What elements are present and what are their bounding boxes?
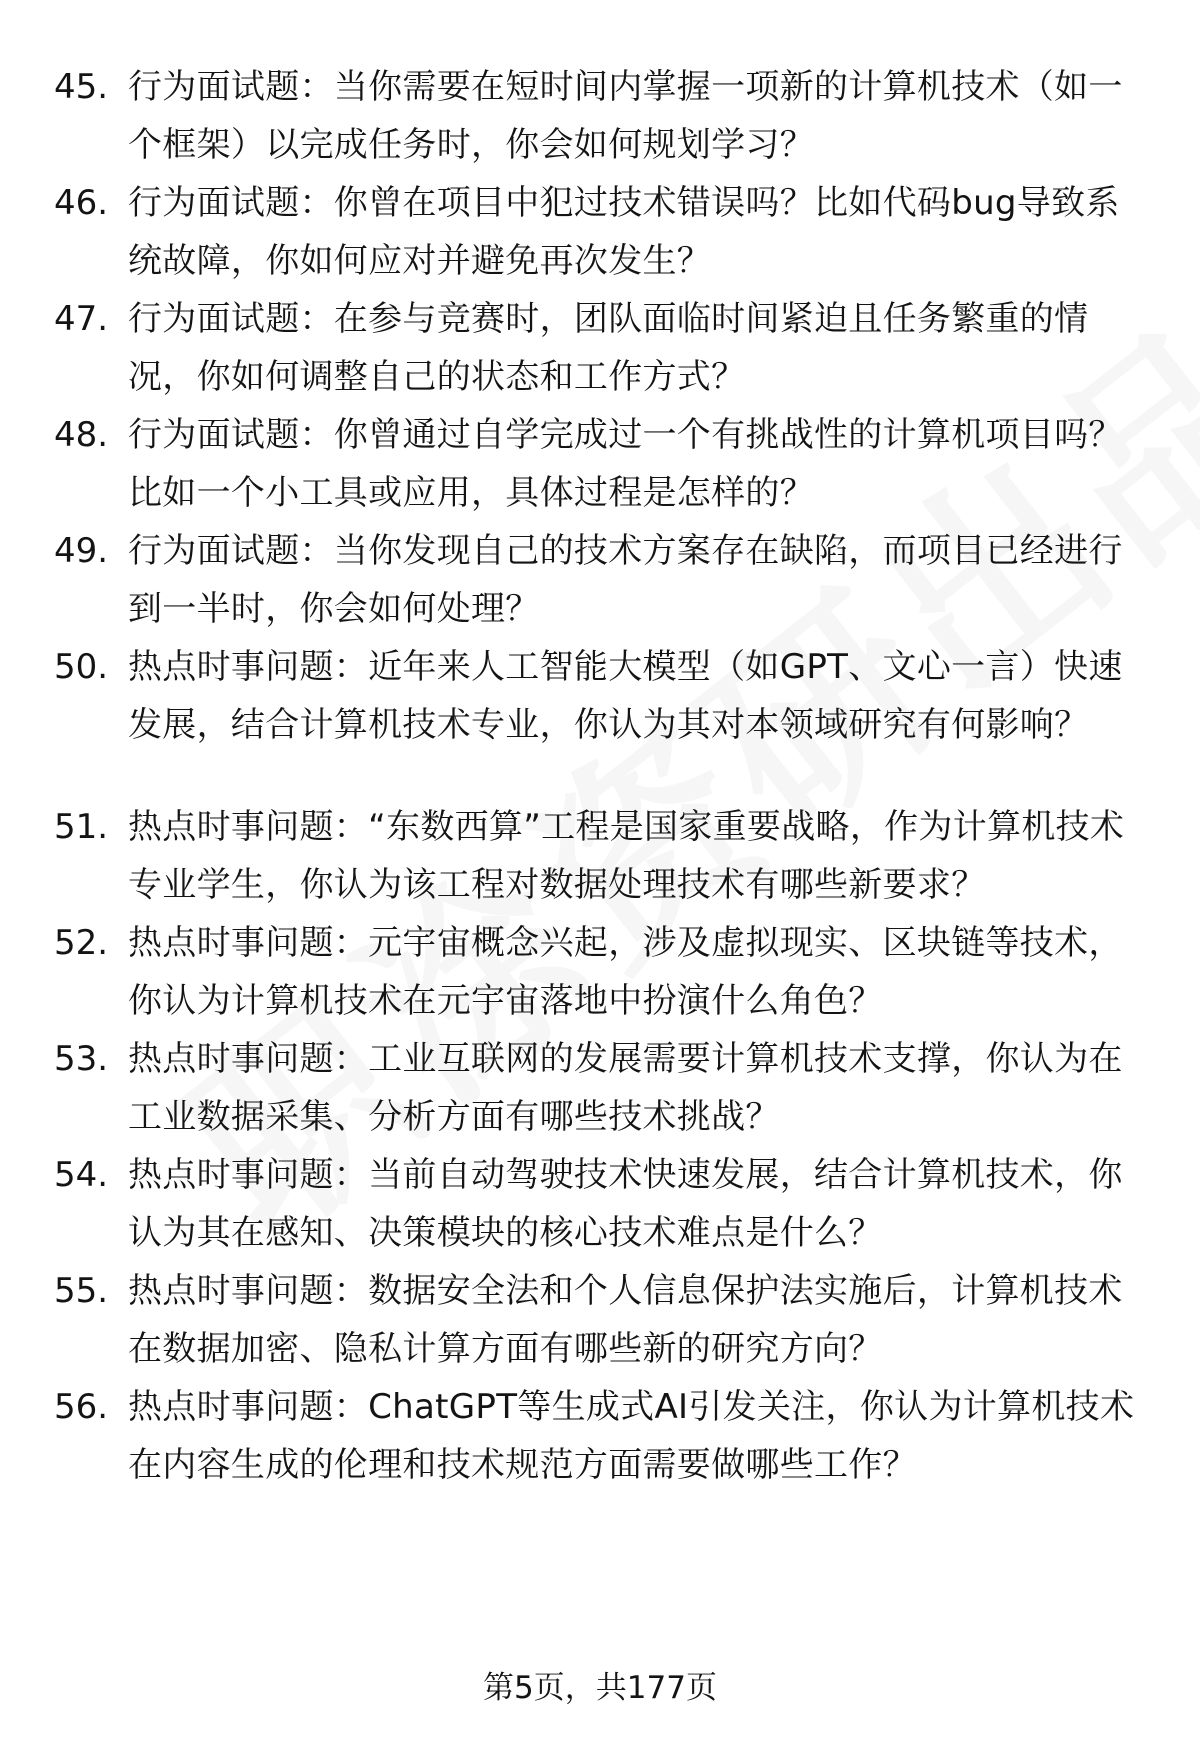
question-number: 51. — [54, 807, 109, 847]
question-text: 热点时事问题：近年来人工智能大模型（如GPT、文心一言）快速发展，结合计算机技术专业，你认为其对本领域研究有何影响？ — [128, 647, 1123, 745]
question-number: 48. — [54, 415, 109, 455]
question-text: 热点时事问题：“东数西算”工程是国家重要战略，作为计算机技术专业学生，你认为该工程对数据处理技术有哪些新要求？ — [128, 807, 1125, 905]
question-number: 49. — [54, 531, 109, 571]
question-text: 热点时事问题：工业互联网的发展需要计算机技术支撑，你认为在工业数据采集、分析方面有哪些技术挑战？ — [128, 1039, 1123, 1137]
page-number-footer: 第5页，共177页 — [483, 1670, 717, 1706]
question-text: 热点时事问题：元宇宙概念兴起，涉及虚拟现实、区块链等技术，你认为计算机技术在元宇宙落地中扮演什么角色？ — [128, 923, 1123, 1021]
question-number: 47. — [54, 299, 109, 339]
question-number: 54. — [54, 1155, 109, 1195]
question-text: 行为面试题：当你需要在短时间内掌握一项新的计算机技术（如一个框架）以完成任务时，你会如何规划学习？ — [128, 67, 1123, 165]
question-number: 52. — [54, 923, 109, 963]
question-number: 53. — [54, 1039, 109, 1079]
question-number: 45. — [54, 67, 109, 107]
question-text: 行为面试题：你曾通过自学完成过一个有挑战性的计算机项目吗？比如一个小工具或应用，具体过程是怎样的？ — [128, 415, 1123, 513]
question-number: 55. — [54, 1271, 109, 1311]
question-number: 46. — [54, 183, 109, 223]
question-number: 56. — [54, 1387, 109, 1427]
question-text: 行为面试题：当你发现自己的技术方案存在缺陷，而项目已经进行到一半时，你会如何处理？ — [128, 531, 1123, 629]
question-text: 热点时事问题：ChatGPT等生成式AI引发关注，你认为计算机技术在内容生成的伦理和技术规范方面需要做哪些工作？ — [128, 1387, 1135, 1485]
question-text: 行为面试题：你曾在项目中犯过技术错误吗？比如代码bug导致系统故障，你如何应对并避免再次发生？ — [128, 183, 1120, 281]
question-text: 行为面试题：在参与竞赛时，团队面临时间紧迫且任务繁重的情况，你如何调整自己的状态和工作方式？ — [128, 299, 1089, 397]
question-text: 热点时事问题：当前自动驾驶技术快速发展，结合计算机技术，你认为其在感知、决策模块的核心技术难点是什么？ — [128, 1155, 1123, 1253]
question-number: 50. — [54, 647, 109, 687]
question-text: 热点时事问题：数据安全法和个人信息保护法实施后，计算机技术在数据加密、隐私计算方面有哪些新的研究方向？ — [128, 1271, 1123, 1369]
